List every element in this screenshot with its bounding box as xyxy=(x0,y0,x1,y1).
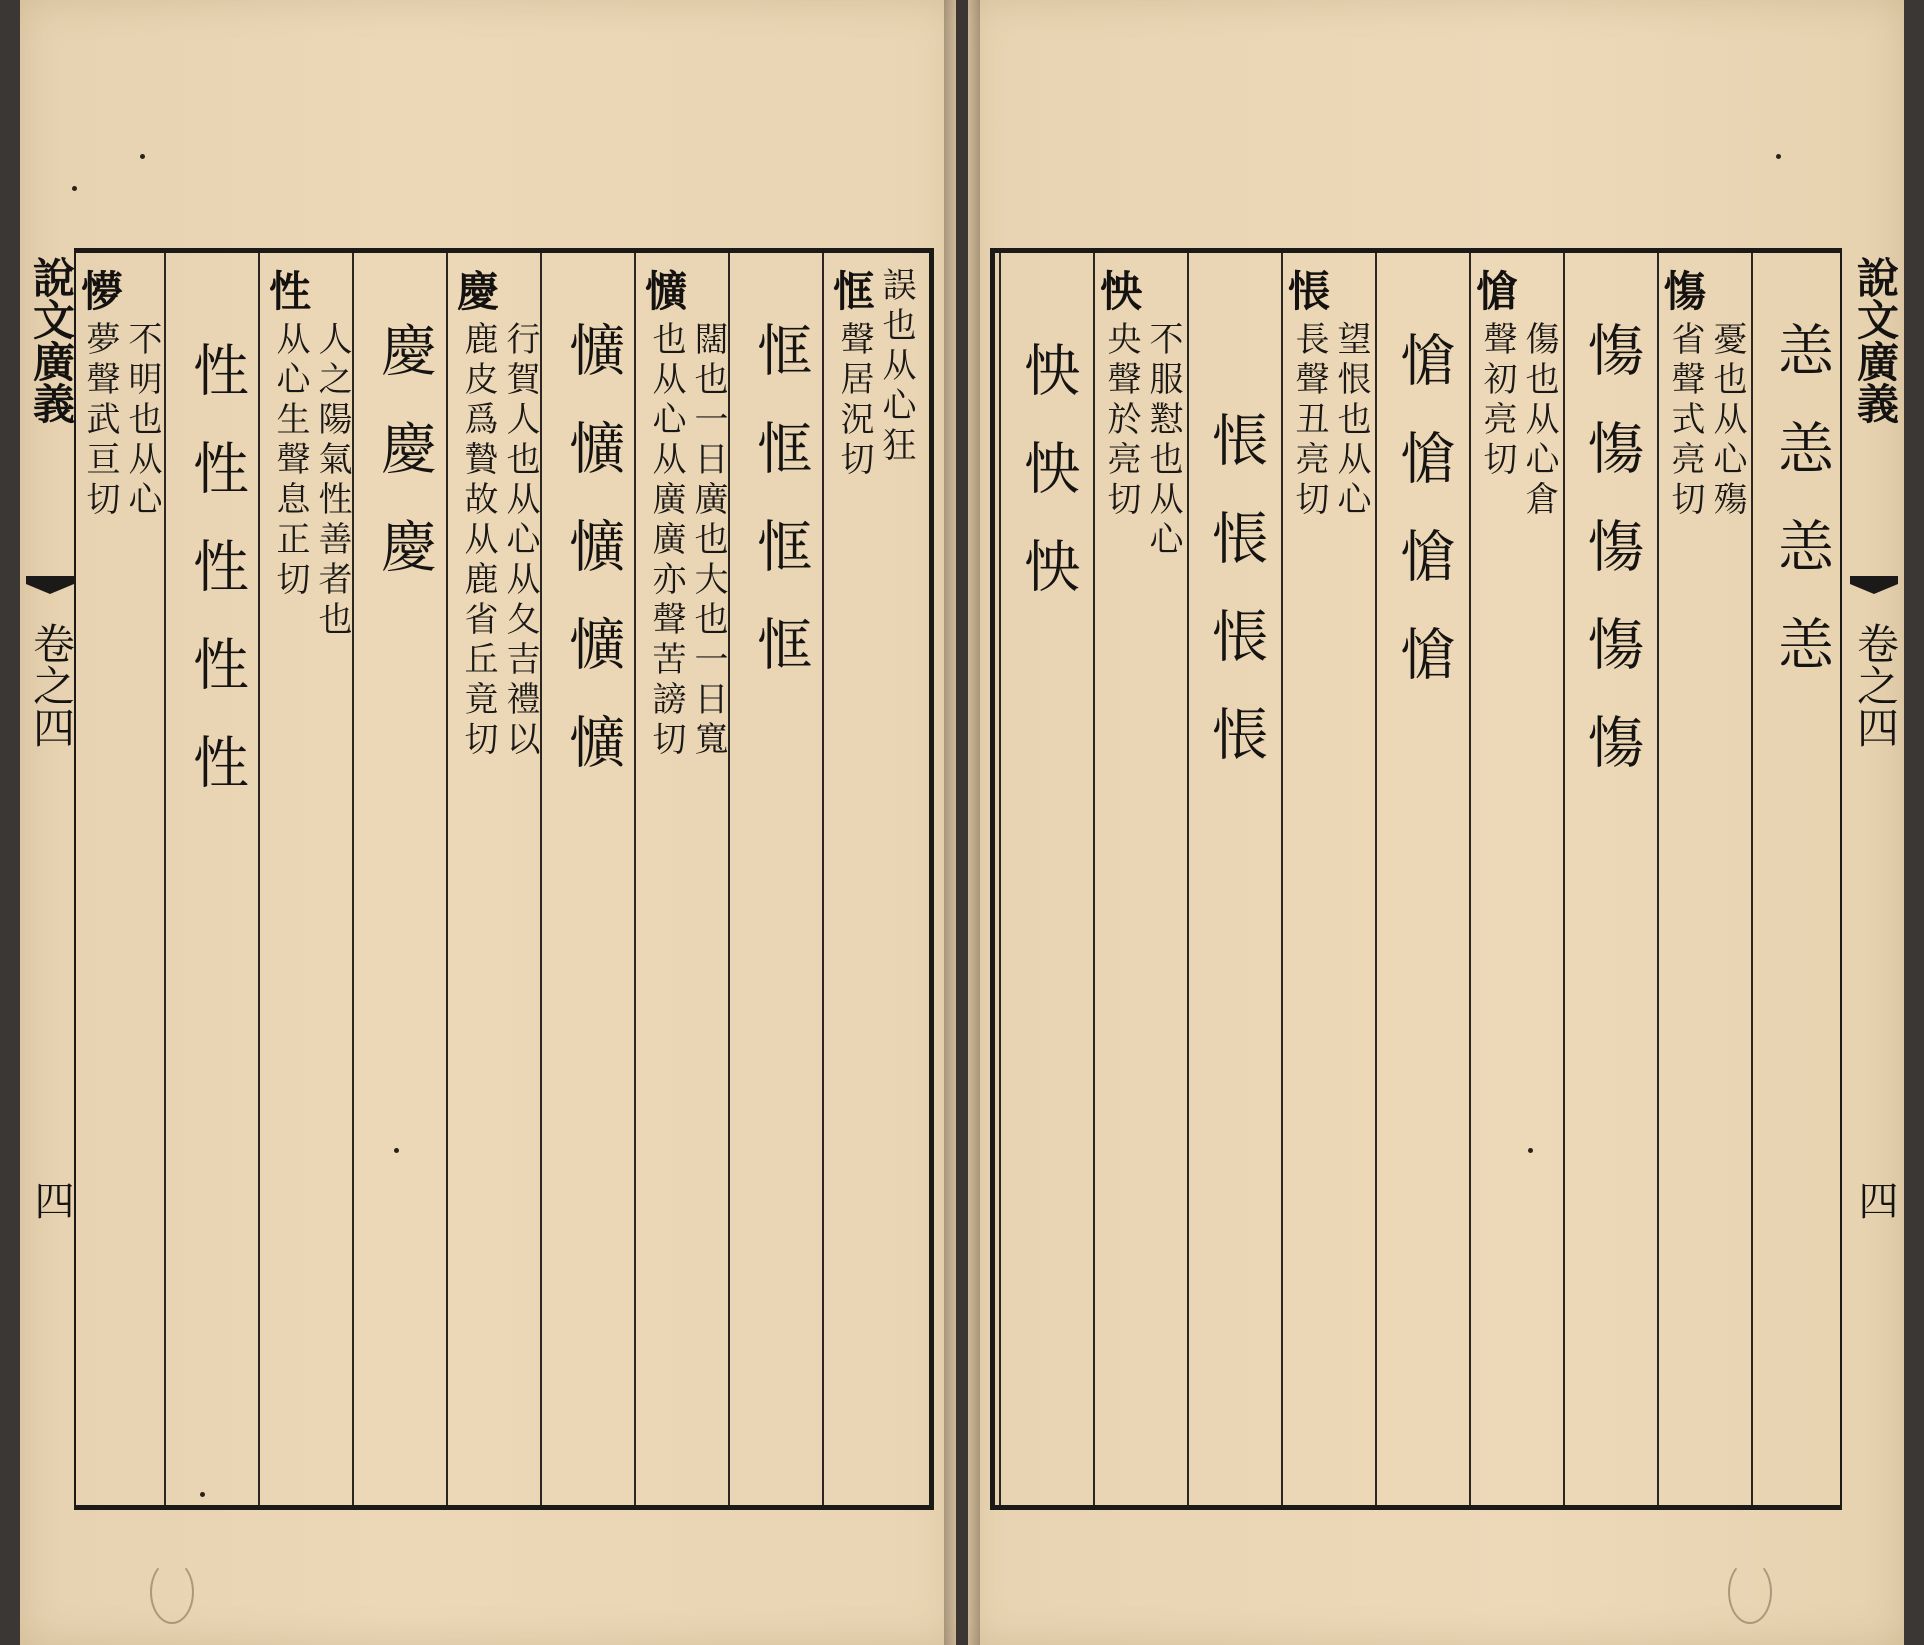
seal-column xyxy=(734,261,826,1497)
binding-thread xyxy=(1728,1560,1772,1624)
entry-headword: 性 xyxy=(263,269,312,311)
seal-column xyxy=(170,261,262,1497)
entry-headword: 怏 xyxy=(1094,269,1143,311)
left-spine xyxy=(22,250,78,1512)
spine-page-number: 四 xyxy=(28,1180,74,1220)
entry-column xyxy=(1659,261,1751,1497)
spine-title: 說文廣義 xyxy=(27,256,76,424)
left-text-frame xyxy=(74,248,934,1510)
seal-script-forms: 悵悵悵悵 xyxy=(1203,411,1268,803)
entry-headword: 懭 xyxy=(639,269,688,311)
entry-gloss: 不明也从心 xyxy=(122,321,162,521)
entry-headword: 恇 xyxy=(827,269,876,311)
seal-script-forms: 恙恙恙恙 xyxy=(1769,321,1834,713)
entry-gloss: 聲初亮切 xyxy=(1477,321,1517,481)
seal-column xyxy=(1755,261,1847,1497)
spine-volume: 卷之四 xyxy=(1851,622,1900,748)
entry-column xyxy=(828,261,920,1497)
seal-script-forms: 慶慶慶 xyxy=(372,321,437,615)
fish-tail-icon xyxy=(1846,572,1902,606)
seal-column xyxy=(1189,261,1281,1497)
entry-headword: 慶 xyxy=(451,269,500,311)
seal-column xyxy=(546,261,638,1497)
seal-script-forms: 愴愴愴愴 xyxy=(1391,331,1456,723)
entry-gloss: 省聲式亮切 xyxy=(1665,321,1705,521)
seal-script-forms: 恇恇恇恇 xyxy=(748,321,813,713)
entry-gloss: 長聲丑亮切 xyxy=(1289,321,1329,521)
entry-column xyxy=(452,261,544,1497)
seal-script-forms: 性性性性性 xyxy=(184,341,249,831)
entry-column xyxy=(640,261,732,1497)
entry-gloss: 人之陽氣性善者也 xyxy=(312,321,352,641)
entry-column xyxy=(1283,261,1375,1497)
fish-tail-icon xyxy=(22,572,78,606)
spine-volume: 卷之四 xyxy=(27,622,76,748)
entry-column xyxy=(76,261,164,1497)
entry-gloss: 行賀人也从心从夂吉禮以 xyxy=(500,321,540,761)
entry-gloss: 夢聲武亘切 xyxy=(80,321,120,521)
entry-column xyxy=(264,261,356,1497)
right-text-frame xyxy=(990,248,1842,1510)
entry-headword: 慯 xyxy=(1658,269,1707,311)
entry-headword: 懜 xyxy=(75,269,124,311)
seal-column xyxy=(1377,261,1469,1497)
entry-gloss: 从心生聲息正切 xyxy=(270,321,310,601)
entry-headword: 愴 xyxy=(1470,269,1519,311)
seal-column xyxy=(1565,261,1657,1497)
entry-column xyxy=(1095,261,1187,1497)
entry-gloss: 闊也一日廣也大也一日寬 xyxy=(688,321,728,761)
entry-column xyxy=(1471,261,1563,1497)
seal-script-forms: 懭懭懭懭懭 xyxy=(560,321,625,811)
entry-gloss: 不服懟也从心 xyxy=(1143,321,1183,561)
entry-headword: 悵 xyxy=(1282,269,1331,311)
spine-title: 說文廣義 xyxy=(1851,256,1900,424)
seal-column xyxy=(358,261,450,1497)
binding-thread xyxy=(150,1560,194,1624)
entry-gloss: 央聲於亮切 xyxy=(1101,321,1141,521)
seal-column xyxy=(1001,261,1093,1497)
entry-gloss: 望恨也从心 xyxy=(1331,321,1371,521)
entry-gloss: 聲居況切 xyxy=(834,321,874,481)
entry-gloss: 也从心从廣廣亦聲苦謗切 xyxy=(646,321,686,761)
entry-gloss: 誤也从心狂 xyxy=(876,267,916,467)
spine-page-number: 四 xyxy=(1852,1180,1898,1220)
book-gutter xyxy=(944,0,980,1645)
entry-gloss: 傷也从心倉 xyxy=(1519,321,1559,521)
right-spine xyxy=(1846,250,1902,1512)
seal-script-forms: 怏怏怏 xyxy=(1015,341,1080,635)
entry-gloss: 憂也从心殤 xyxy=(1707,321,1747,521)
entry-gloss: 鹿皮爲贄故从鹿省丘竟切 xyxy=(458,321,498,761)
seal-script-forms: 慯慯慯慯慯 xyxy=(1579,321,1644,811)
